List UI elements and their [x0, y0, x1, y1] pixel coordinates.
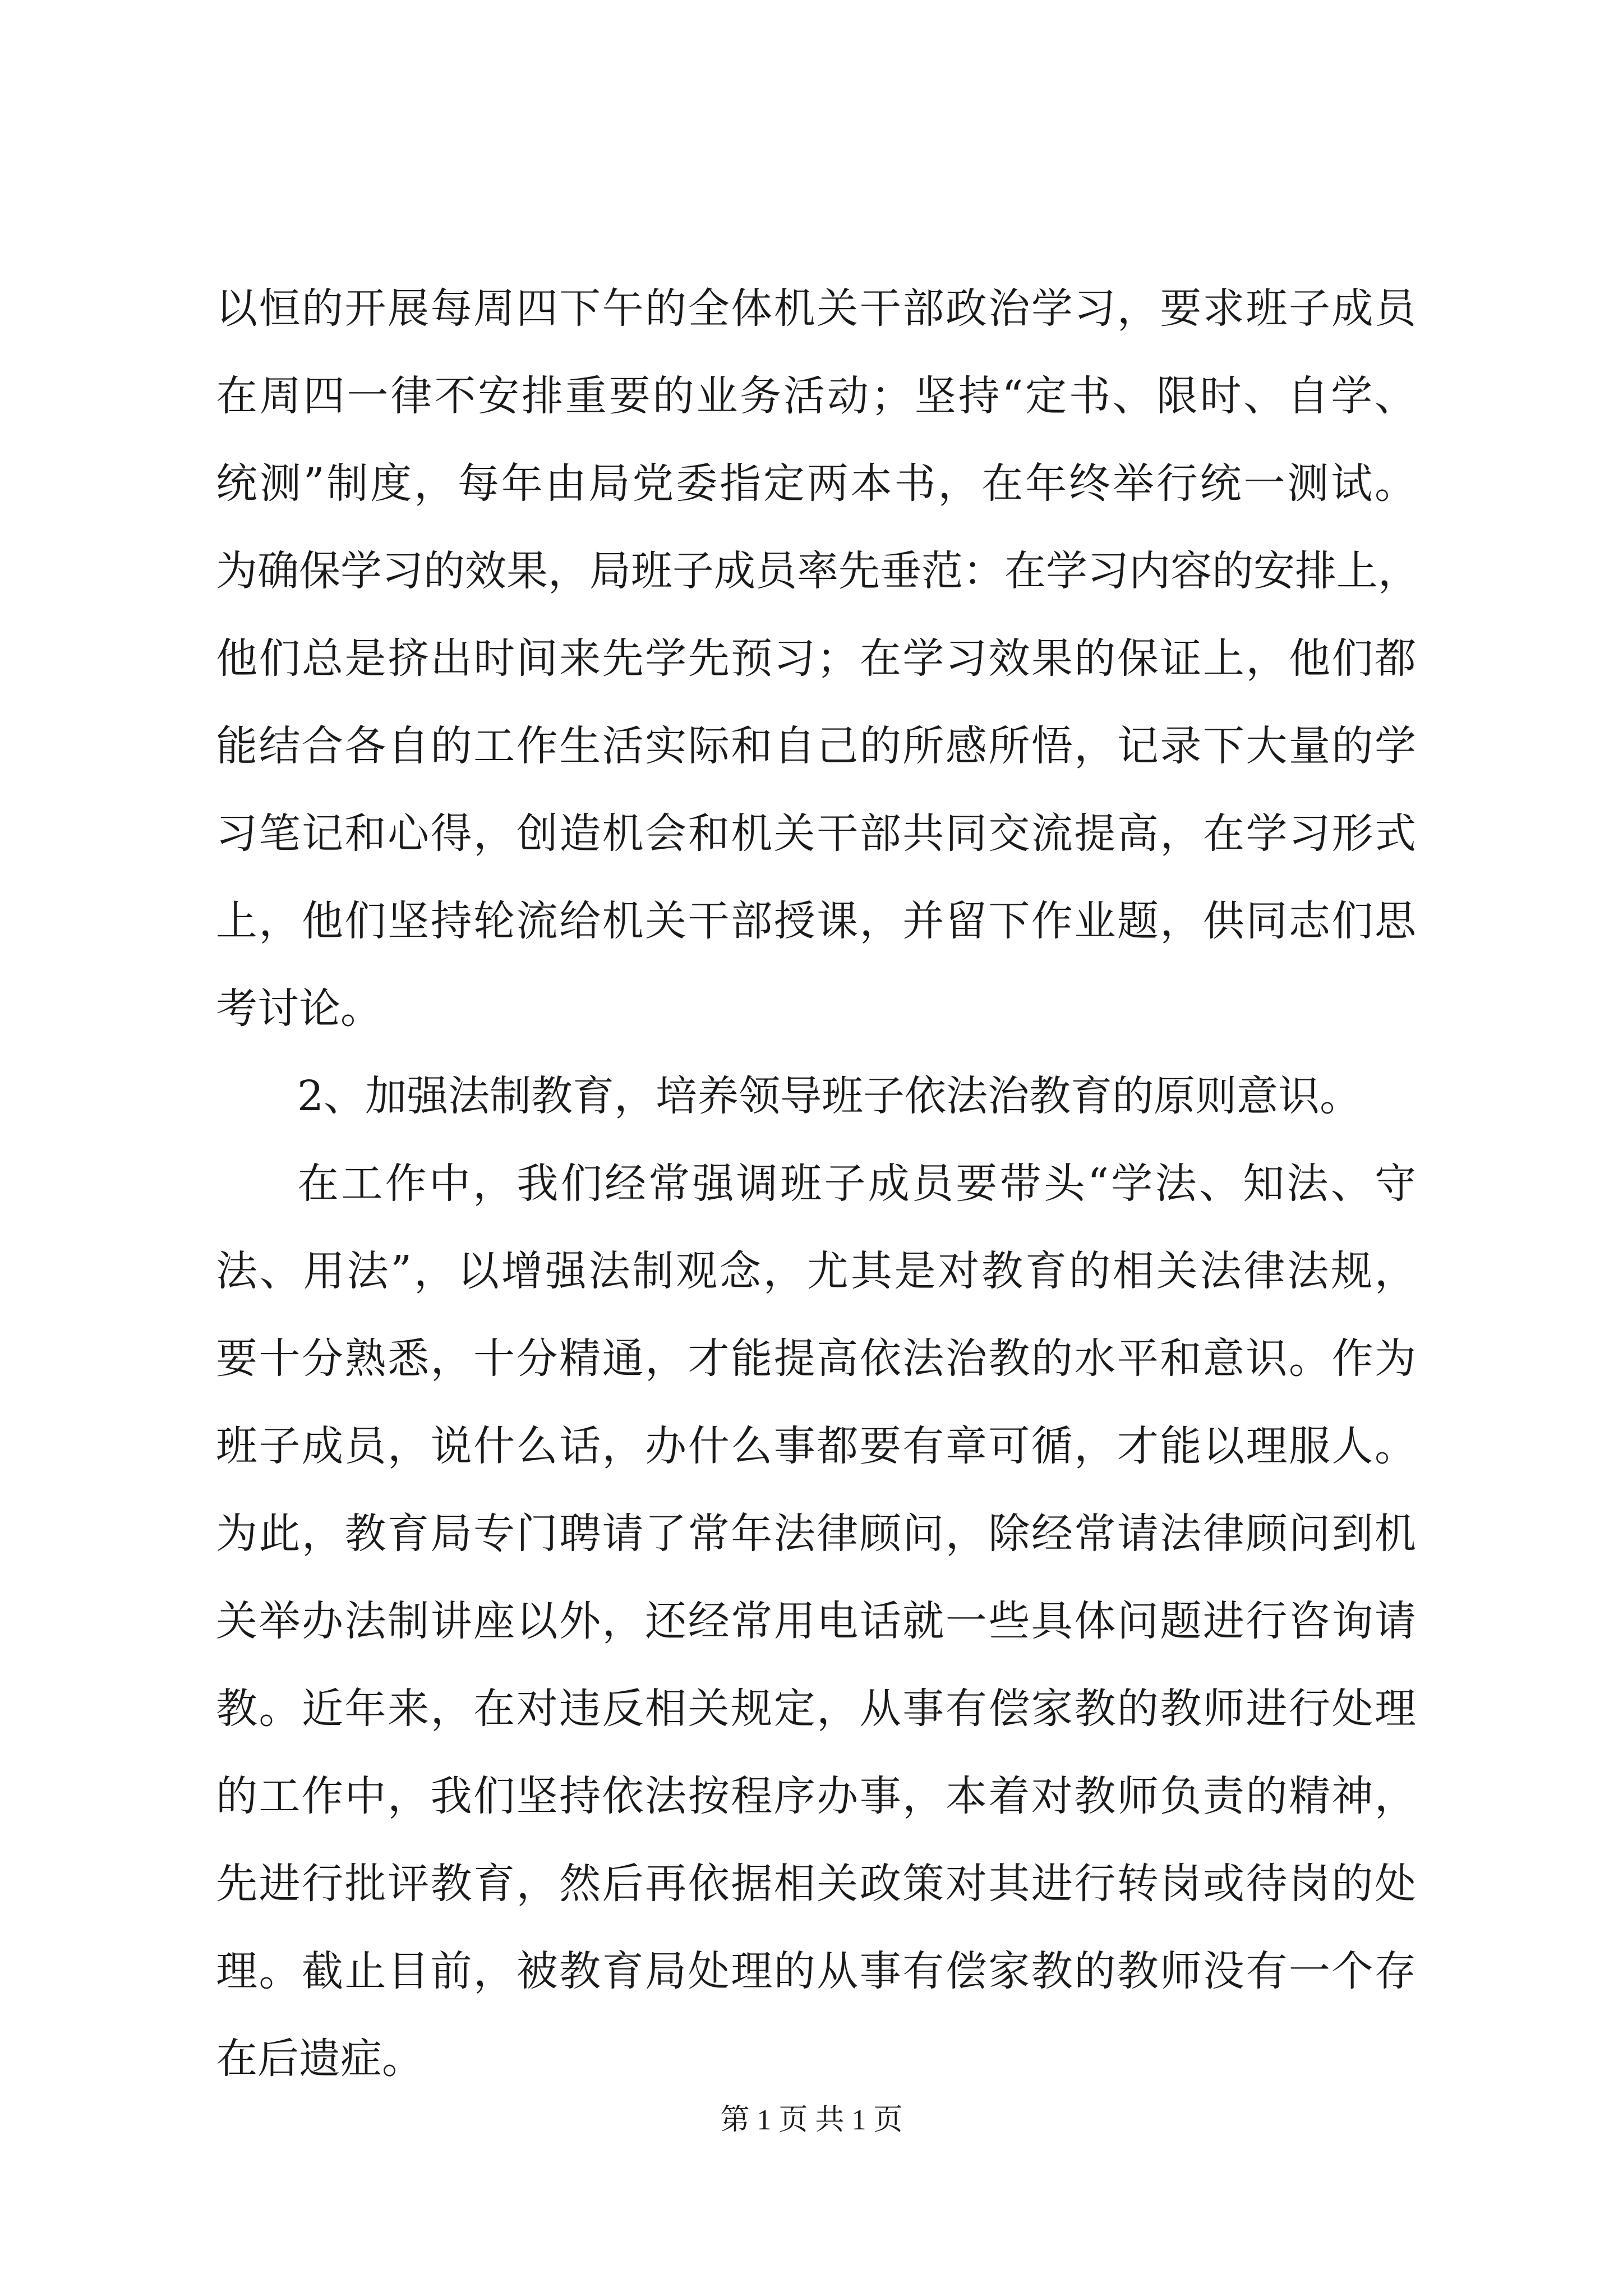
text-line: 为确保学习的效果，局班子成员率先垂范：在学习内容的安排上， [216, 547, 1419, 595]
text-line: 在工作中，我们经常强调班子成员要带头“学法、知法、守 [297, 1159, 1416, 1208]
text-line: 在后遗症。 [216, 2035, 423, 2083]
text-line: 上，他们坚持轮流给机关干部授课，并留下作业题，供同志们思 [216, 897, 1416, 945]
text-line: 在周四一律不安排重要的业务活动；坚持“定书、限时、自学、 [216, 372, 1416, 420]
paragraph-legal-education [216, 1140, 1416, 2102]
text-line: 习笔记和心得，创造机会和机关干部共同交流提高，在学习形式 [216, 809, 1416, 858]
text-line: 理。截止目前，被教育局处理的从事有偿家教的教师没有一个存 [216, 1947, 1416, 1995]
text-line: 关举办法制讲座以外，还经常用电话就一些具体问题进行咨询请 [216, 1597, 1416, 1645]
text-line: 以恒的开展每周四下午的全体机关干部政治学习，要求班子成员 [216, 284, 1416, 333]
text-line: 教。近年来，在对违反相关规定，从事有偿家教的教师进行处理 [216, 1685, 1416, 1733]
text-line: 他们总是挤出时间来先学先预习；在学习效果的保证上，他们都 [216, 634, 1416, 683]
text-line: 统测”制度，每年由局党委指定两本书，在年终举行统一测试。 [216, 459, 1416, 508]
paragraph-study [216, 265, 1419, 1052]
text-line: 考讨论。 [216, 984, 382, 1033]
text-line: 的工作中，我们坚持依法按程序办事，本着对教师负责的精神， [216, 1772, 1416, 1820]
text-line: 班子成员，说什么话，办什么事都要有章可循，才能以理服人。 [216, 1422, 1416, 1470]
text-line: 法、用法”，以增强法制观念，尤其是对教育的相关法律法规， [216, 1247, 1416, 1295]
page-number-footer: 第 1 页 共 1 页 [720, 2104, 903, 2136]
text-line: 为此，教育局专门聘请了常年法律顾问，除经常请法律顾问到机 [216, 1510, 1416, 1558]
document-body [216, 265, 1419, 2102]
section-heading: 2、加强法制教育，培养领导班子依法治教育的原则意识。 [297, 1072, 1362, 1120]
text-line: 要十分熟悉，十分精通，才能提高依法治教的水平和意识。作为 [216, 1335, 1416, 1383]
text-line: 能结合各自的工作生活实际和自己的所感所悟，记录下大量的学 [216, 722, 1416, 770]
text-line: 先进行批评教育，然后再依据相关政策对其进行转岗或待岗的处 [216, 1860, 1416, 1908]
